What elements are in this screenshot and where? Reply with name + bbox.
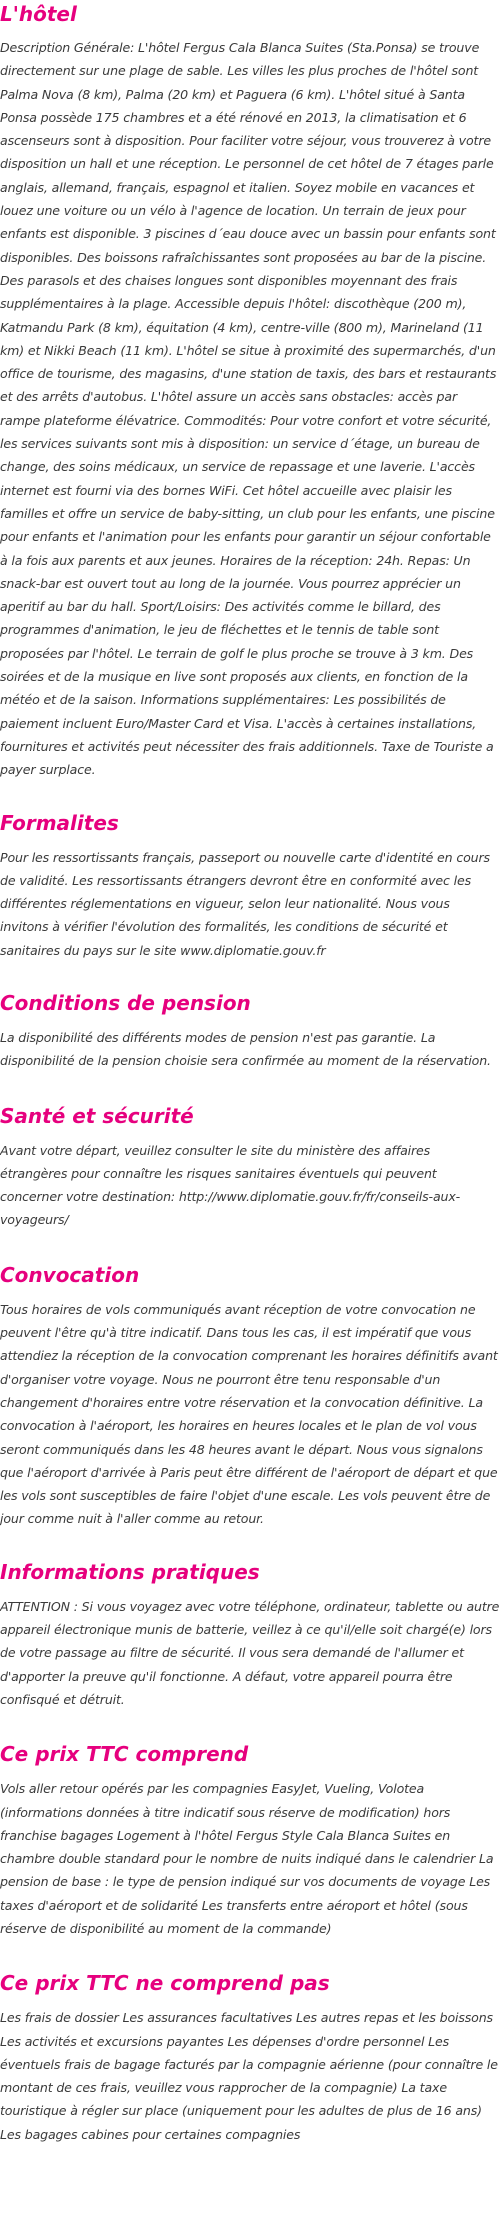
section-title: Informations pratiques: [0, 1559, 260, 1584]
section-title: Conditions de pension: [0, 990, 251, 1015]
section-body: La disponibilité des différents modes de pension n'est pas garantie. La disponibilité de la pension choisie sera confirmée au moment de la réservation.: [0, 1029, 491, 1069]
section-title: Santé et sécurité: [0, 1103, 194, 1128]
section-title: Formalites: [0, 810, 119, 835]
section-body: ATTENTION : Si vous voyagez avec votre téléphone, ordinateur, tablette ou autre appareil électronique munis de batterie, veillez à ce qu'il/elle soit chargé(e) lors de votre passage au filtre de sécurité. Il vous sera demandé de l'allumer et d'apporter la preuve qu'il fonctionne. A défaut, votre appareil pourra être confisqué et détruit.: [0, 1598, 500, 1707]
section-informations-pratiques: [0, 1557, 500, 1711]
section-sante-securite: [0, 1101, 500, 1232]
section-body: Vols aller retour opérés par les compagnies EasyJet, Vueling, Volotea (informations données à titre indicatif sous réserve de modification) hors franchise bagages Logement à l'hôtel Fergus Style Cala Blanca Suites en chambre double standard pour le nombre de nuits indiqué dans le calendrier La pension de base : le type de pension indiqué sur vos documents de voyage Les taxes d'aéroport et de solidarité Les transferts entre aéroport et hôtel (sous réserve de disponibilité au moment de la commande): [0, 1781, 494, 1936]
section-body: Les frais de dossier Les assurances facultatives Les autres repas et les boissons Les activités et excursions payantes Les dépenses d'ordre personnel Les éventuels frais de bagage facturés par la compagnie aérienne (pour connaître le montant de ces frais, veuillez vous rapprocher de la compagnie) La taxe touristique à régler sur place (uniquement pour les adultes de plus de 16 ans) Les bagages cabines pour certaines compagnies: [0, 2010, 498, 2142]
section-conditions-pension: [0, 988, 500, 1073]
section-prix-ne-comprend-pas: [0, 1968, 500, 2146]
section-title: L'hôtel: [0, 2, 77, 26]
section-body: Tous horaires de vols communiqués avant réception de votre convocation ne peuvent l'être qu'à titre indicatif. Dans tous les cas, il est impératif que vous attendiez la réception de la convocation comprenant les horaires définitifs avant d'organiser votre voyage. Nous ne pourront être tenu responsable d'un changement d'horaires entre votre réservation et la convocation définitive. La convocation à l'aéroport, les horaires en heures locales et le plan de vol vous seront communiqués dans les 48 heures avant le départ. Nous vous signalons que l'aéroport d'arrivée à Paris peut être différent de l'aéroport de départ et que les vols sont susceptibles de faire l'objet d'une escale. Les vols peuvent être de jour comme nuit à l'aller comme au retour.: [0, 1301, 498, 1527]
section-prix-comprend: [0, 1739, 500, 1940]
section-body: Pour les ressortissants français, passeport ou nouvelle carte d'identité en cours de validité. Les ressortissants étrangers devront être en conformité avec les différentes réglementations en vigueur, selon leur nationalité. Nous vous invitons à vérifier l'évolution des formalités, les conditions de sécurité et sanitaires du pays sur le site www.diplomatie.gouv.fr: [0, 849, 490, 958]
section-body: Description Générale: L'hôtel Fergus Cala Blanca Suites (Sta.Ponsa) se trouve directement sur une plage de sable. Les villes les plus proches de l'hôtel sont Palma Nova (8 km), Palma (20 km) et Paguera (6 km). L'hôtel situé à Santa Ponsa possède 175 chambres et a été rénové en 2013, la climatisation et 6 ascenseurs sont à disposition. Pour faciliter votre séjour, vous trouverez à votre disposition un hall et une réception. Le personnel de cet hôtel de 7 étages parle anglais, allemand, français, espagnol et italien. Soyez mobile en vacances et louez une voiture ou un vélo à l'agence de location. Un terrain de jeux pour enfants est disponible. 3 piscines d´eau douce avec un bassin pour enfants sont disponibles. Des boissons rafraîchissantes sont proposées au bar de la piscine. Des parasols et des chaises longues sont disponibles moyennant des frais supplémentaires à la plage. Accessible depuis l'hôtel: discothèque (200 m), Katmandu Park (8 km), équitation (4 km), centre-ville (800 m), Marineland (11 km) et Nikki Beach (11 km). L'hôtel se situe à proximité des supermarchés, d'un office de tourisme, des magasins, d'une station de taxis, des bars et restaurants et des arrêts d'autobus. L'hôtel assure un accès sans obstacles: accès par rampe plateforme élévatrice. Commodités: Pour votre confort et votre sécurité, les services suivants sont mis à disposition: un service d´étage, un bureau de change, des soins médicaux, un service de repassage et une laverie. L'accès internet est fourni via des bornes WiFi. Cet hôtel accueille avec plaisir les familles et offre un service de baby-sitting, un club pour les enfants, une piscine pour enfants et l'animation pour les enfants pour garantir un séjour confortable à la fois aux parents et aux jeunes. Horaires de la réception: 24h. Repas: Un snack-bar est ouvert tout au long de la journée. Vous pourrez apprécier un aperitif au bar du hall. Sport/Loisirs: Des activités comme le billard, des programmes d'animation, le jeu de fléchettes et le tennis de table sont proposées par l'hôtel. Le terrain de golf le plus proche se trouve à 3 km. Des soirées et de la musique en live sont proposés aux clients, en fonction de la météo et de la saison. Informations supplémentaires: Les possibilités de paiement incluent Euro/Master Card et Visa. L'accès à certaines installations, fournitures et activités peut nécessiter des frais additionnels. Taxe de Touriste a payer surplace.: [0, 40, 497, 778]
section-body: Avant votre départ, veuillez consulter le site du ministère des affaires étrangères pour connaître les risques sanitaires éventuels qui peuvent concerner votre destination: http://www.diplomatie.gouv.fr/fr/conseils-aux-voyageurs/: [0, 1142, 461, 1228]
section-title: Ce prix TTC ne comprend pas: [0, 1971, 330, 1996]
section-formalites: [0, 808, 500, 962]
section-title: Ce prix TTC comprend: [0, 1742, 249, 1767]
section-hotel: [0, 0, 500, 782]
section-title: Convocation: [0, 1262, 140, 1287]
section-convocation: [0, 1260, 500, 1531]
